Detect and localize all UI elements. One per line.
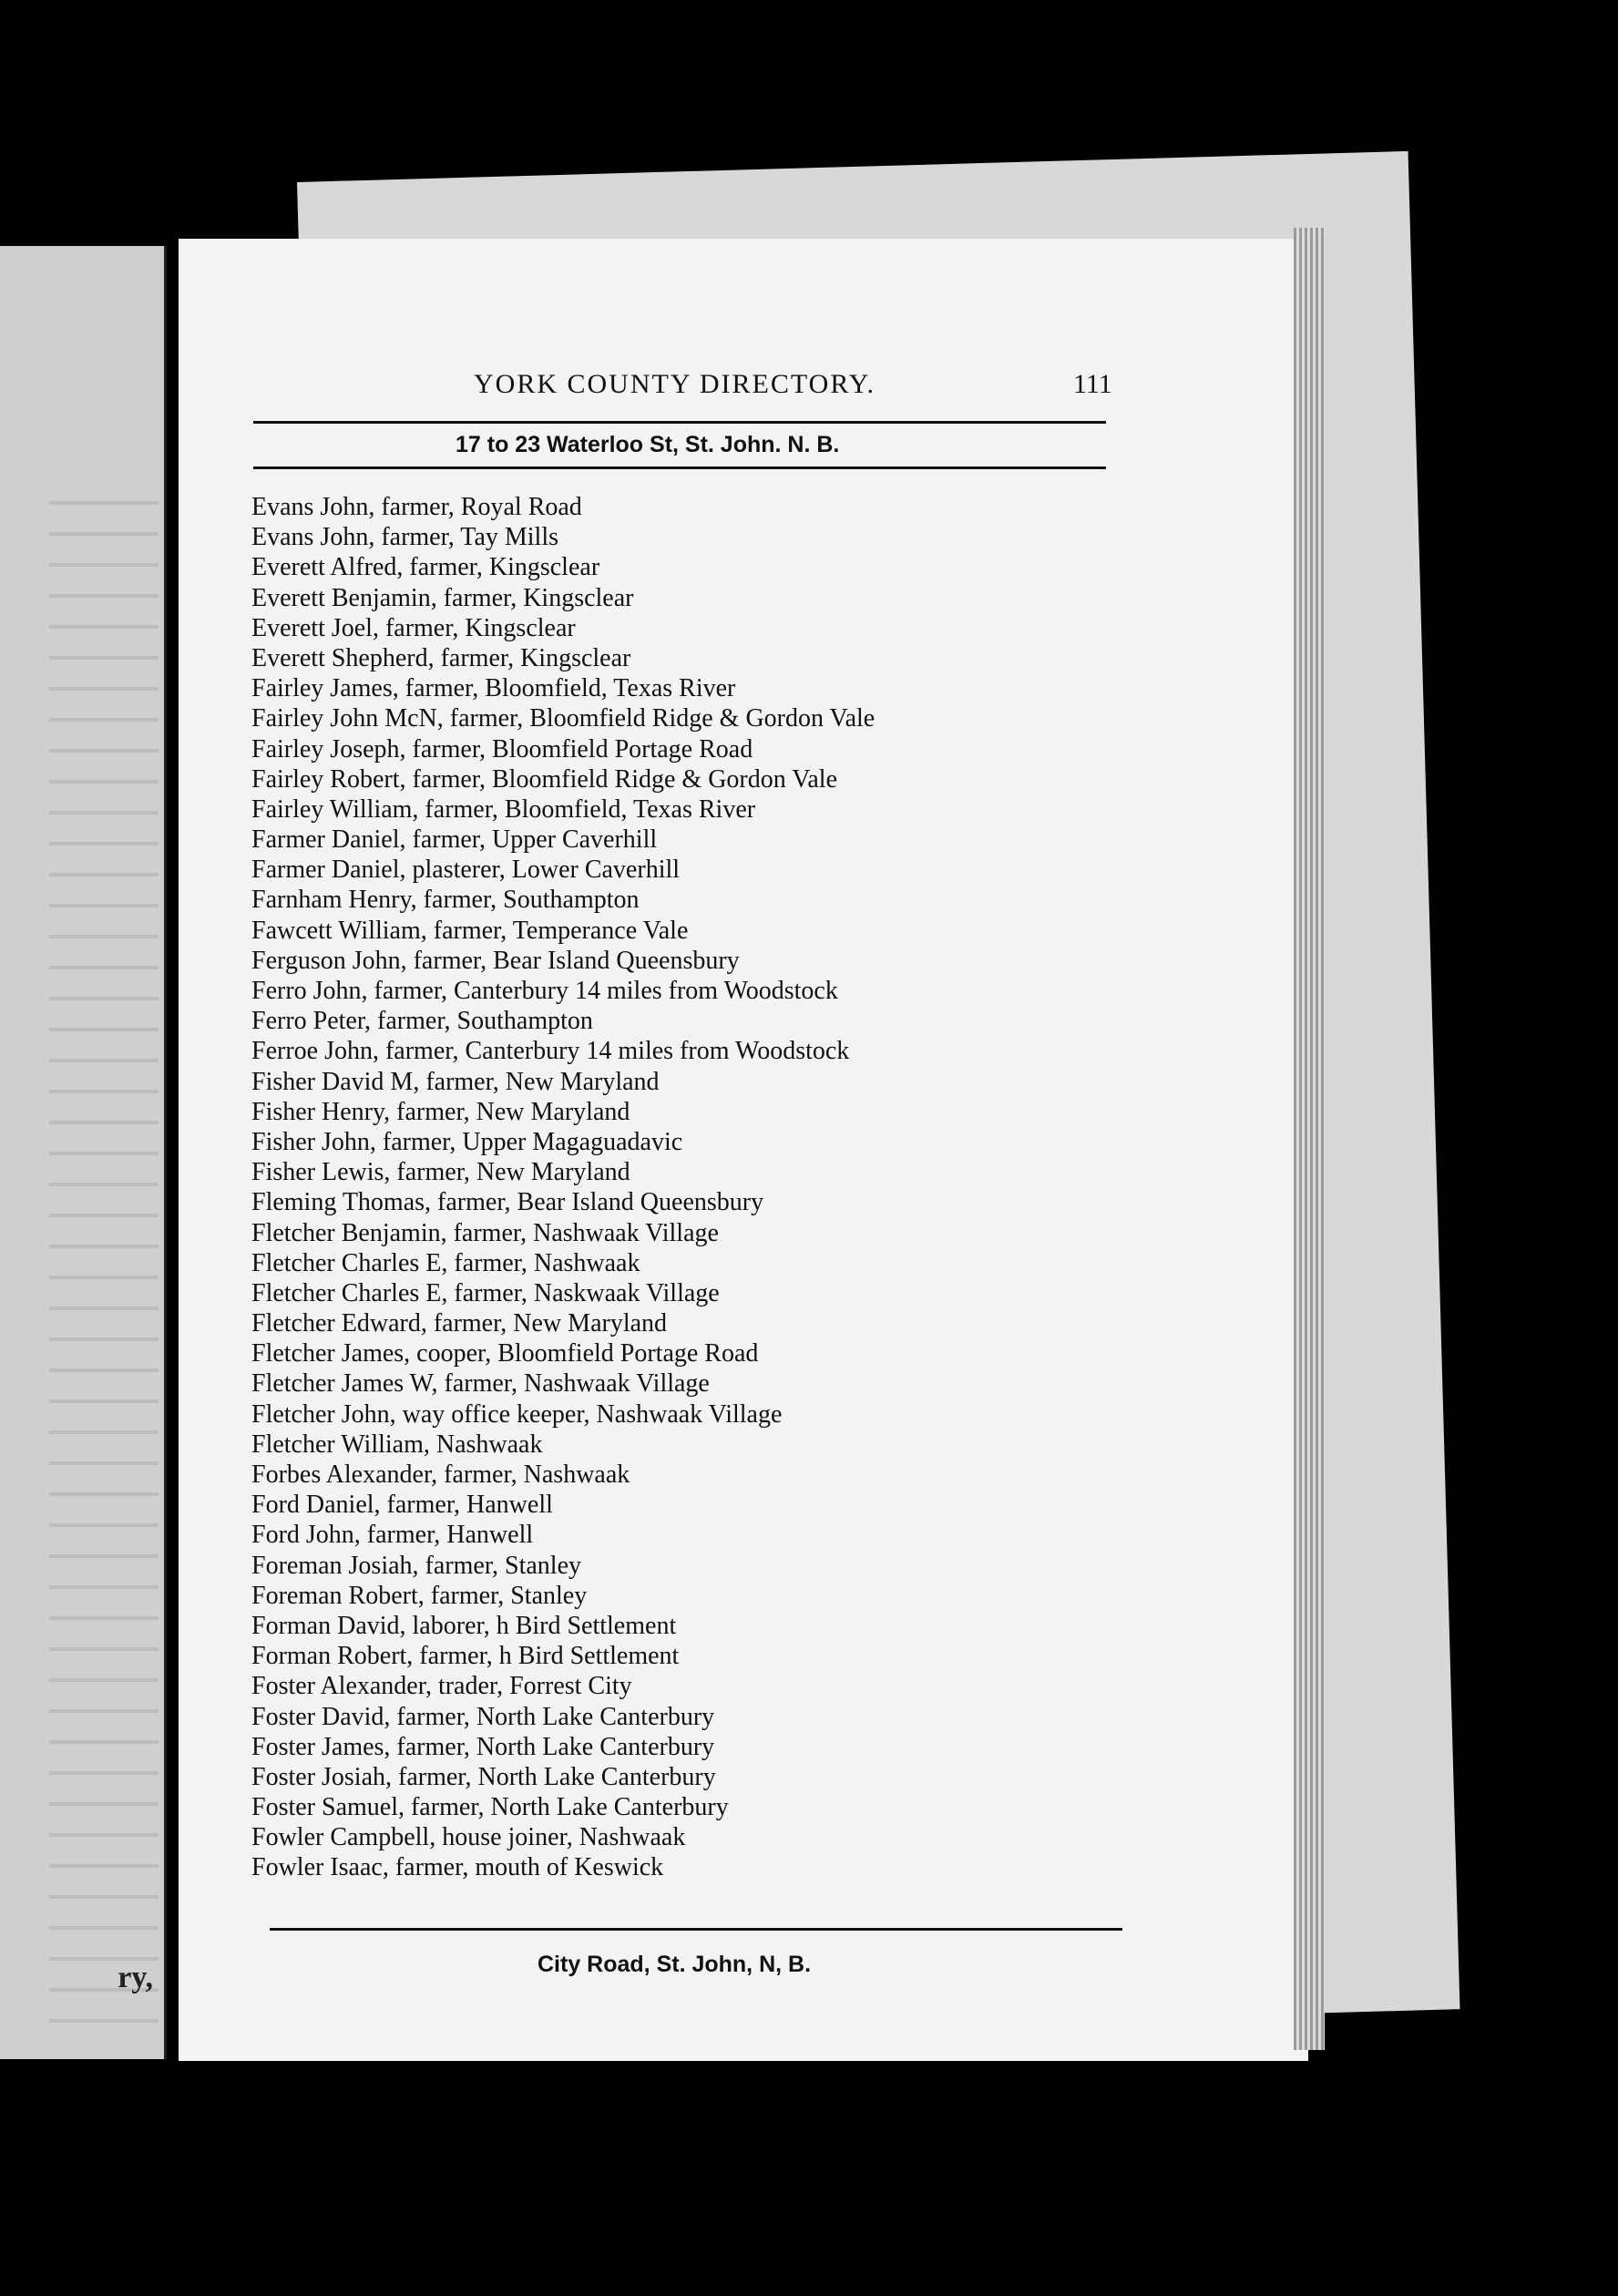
directory-entry: Fletcher Edward, farmer, New Maryland	[251, 1309, 668, 1338]
directory-entry: Fowler Isaac, farmer, mouth of Keswick	[251, 1853, 664, 1882]
page-edge	[1294, 228, 1325, 2050]
directory-entry: Fairley John McN, farmer, Bloomfield Ridge & Gordon Vale	[251, 704, 876, 733]
directory-entry: Fairley James, farmer, Bloomfield, Texas River	[251, 674, 736, 703]
directory-entry: Foster David, farmer, North Lake Canterbury	[251, 1702, 715, 1731]
directory-entry: Evans John, farmer, Royal Road	[251, 493, 582, 521]
directory-entry: Foster Samuel, farmer, North Lake Canterbury	[251, 1793, 729, 1822]
directory-entry: Farmer Daniel, plasterer, Lower Caverhill	[251, 856, 681, 885]
directory-entry: Fletcher John, way office keeper, Nashwaak Village	[251, 1399, 783, 1429]
directory-entry: Fletcher James W, farmer, Nashwaak Village	[251, 1369, 710, 1399]
directory-entry: Everett Shepherd, farmer, Kingsclear	[251, 643, 631, 672]
directory-entry: Everett Alfred, farmer, Kingsclear	[251, 553, 600, 582]
directory-entry: Farmer Daniel, farmer, Upper Caverhill	[251, 825, 658, 855]
directory-entry: Foster Alexander, trader, Forrest City	[251, 1672, 632, 1701]
bottom-advert: City Road, St. John, N, B.	[538, 1952, 812, 1977]
directory-entry: Ford Daniel, farmer, Hanwell	[251, 1491, 553, 1520]
page-title: YORK COUNTY DIRECTORY.	[474, 369, 876, 399]
directory-entry: Foster Josiah, farmer, North Lake Canterbury	[251, 1762, 716, 1791]
directory-entry: Foster James, farmer, North Lake Canterbury	[251, 1732, 715, 1761]
directory-entry: Fletcher William, Nashwaak	[251, 1430, 543, 1459]
directory-entry: Fairley Robert, farmer, Bloomfield Ridge & Gordon Vale	[251, 764, 838, 794]
directory-entry: Fisher David M, farmer, New Maryland	[251, 1067, 660, 1096]
left-page-fragment-text: ry,	[118, 1961, 153, 1994]
directory-entry: Fisher Lewis, farmer, New Maryland	[251, 1158, 630, 1187]
directory-entry: Fleming Thomas, farmer, Bear Island Queensbury	[251, 1188, 764, 1217]
directory-entry: Foreman Robert, farmer, Stanley	[251, 1581, 588, 1610]
directory-entry: Everett Joel, farmer, Kingsclear	[251, 613, 576, 642]
directory-entry: Ferro Peter, farmer, Southampton	[251, 1007, 593, 1036]
header-rule-bottom	[253, 466, 1106, 469]
directory-entry: Fletcher Charles E, farmer, Naskwaak Village	[251, 1278, 720, 1307]
directory-entry: Fisher John, farmer, Upper Magaguadavic	[251, 1127, 683, 1156]
directory-entry: Ferguson John, farmer, Bear Island Queensbury	[251, 946, 740, 975]
left-page-text-column	[49, 474, 159, 2023]
header-rule-top	[253, 421, 1106, 424]
top-advert: 17 to 23 Waterloo St, St. John. N. B.	[456, 432, 840, 457]
page-number: 111	[1073, 369, 1112, 399]
directory-entry: Fisher Henry, farmer, New Maryland	[251, 1097, 630, 1126]
directory-entry: Fairley William, farmer, Bloomfield, Texas River	[251, 794, 756, 824]
directory-entry: Fletcher Benjamin, farmer, Nashwaak Village	[251, 1218, 719, 1247]
directory-entry: Fairley Joseph, farmer, Bloomfield Portage Road	[251, 734, 753, 764]
directory-entry: Farnham Henry, farmer, Southampton	[251, 886, 640, 915]
directory-entry: Ferroe John, farmer, Canterbury 14 miles from Woodstock	[251, 1037, 850, 1066]
directory-entry: Evans John, farmer, Tay Mills	[251, 523, 559, 552]
directory-entry: Foreman Josiah, farmer, Stanley	[251, 1551, 582, 1580]
directory-entry: Fletcher Charles E, farmer, Nashwaak	[251, 1248, 640, 1277]
directory-entry: Fawcett William, farmer, Temperance Vale	[251, 916, 689, 945]
directory-entry: Everett Benjamin, farmer, Kingsclear	[251, 583, 634, 612]
directory-entries	[251, 492, 1162, 1883]
directory-entry: Ferro John, farmer, Canterbury 14 miles from Woodstock	[251, 977, 838, 1005]
directory-entry: Forbes Alexander, farmer, Nashwaak	[251, 1461, 630, 1489]
directory-entry: Forman David, laborer, h Bird Settlement	[251, 1611, 677, 1640]
left-page-fragment	[0, 246, 167, 2059]
footer-rule	[270, 1928, 1122, 1931]
directory-entry: Fowler Campbell, house joiner, Nashwaak	[251, 1823, 686, 1852]
directory-entry: Forman Robert, farmer, h Bird Settlement	[251, 1642, 680, 1671]
directory-entry: Ford John, farmer, Hanwell	[251, 1521, 534, 1550]
directory-entry: Fletcher James, cooper, Bloomfield Portage Road	[251, 1339, 759, 1368]
